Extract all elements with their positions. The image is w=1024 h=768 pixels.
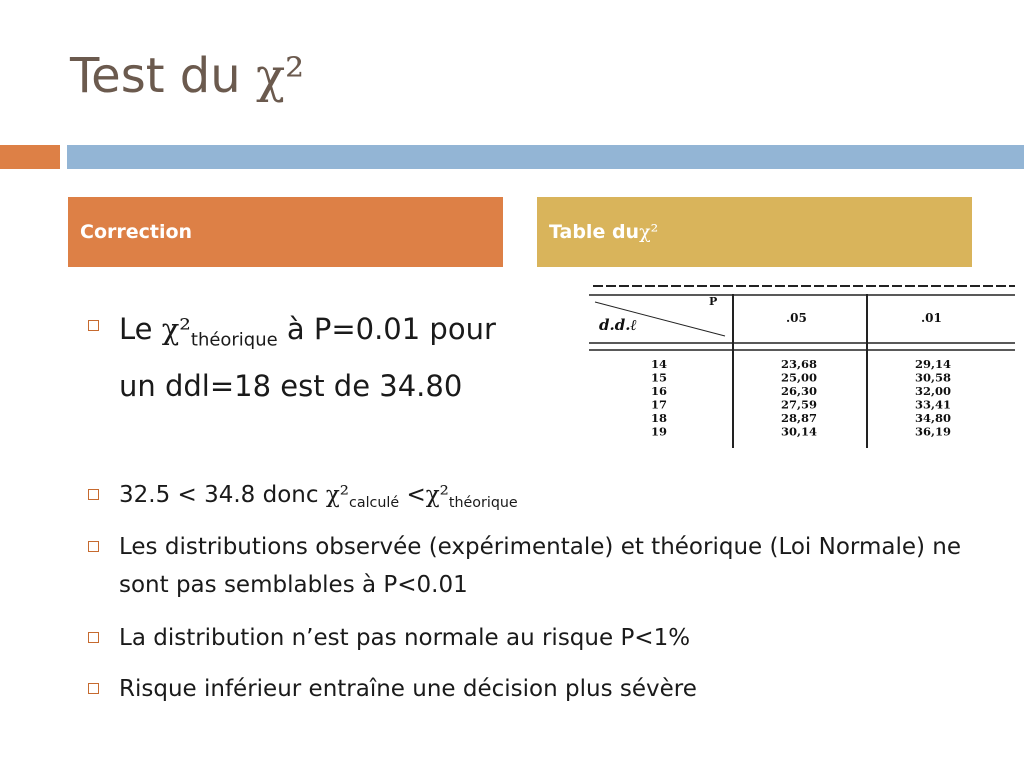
chi-square-table-image [585,280,1021,448]
text-run: 32.5 < 34.8 donc [119,482,326,508]
table-cell-05: 26,30 [781,384,818,398]
slide-title-text: Test du [70,48,256,104]
table-cell-ddl: 15 [651,370,668,385]
chi-table-header-label: Table du [549,221,640,243]
table-cell-ddl: 19 [651,424,668,439]
text-run: Le [119,312,162,346]
table-cell-01: 29,14 [915,357,952,371]
table-cell-01: 30,58 [915,370,952,385]
correction-header [68,197,503,267]
bullet-not-normal [88,619,988,657]
bullet-comparison [88,476,988,522]
bullet-distributions [88,528,988,604]
square-bullet-icon [88,489,99,500]
table-cell-ddl: 18 [651,411,668,425]
table-cell-05: 23,68 [781,357,818,371]
chi-table-header [537,197,972,267]
table-cell-05: 25,00 [781,370,818,385]
bullet-risk [88,670,988,708]
square-bullet-icon [88,320,99,331]
chi-table-header-symbol: χ² [639,221,659,243]
chi-square-table [585,280,1021,448]
table-cell-01: 36,19 [915,424,952,439]
square-bullet-icon [88,541,99,552]
bullet-theoretical-value [88,306,508,410]
correction-header-label: Correction [80,221,193,243]
text-run: à P=0.01 pour un ddl=18 est de 34.80 [119,312,496,404]
corner-top-label: P [709,295,718,308]
chi-square-symbol: χ² [161,312,191,346]
table-cell-05: 27,59 [781,397,818,412]
bullet-text [88,476,988,522]
subscript: théorique [448,494,518,511]
table-cell-01: 33,41 [915,397,952,412]
bullet-text: Les distributions observée (expérimentale) et théorique (Loi Normale) ne sont pas semblables à P<0.01 [119,534,962,598]
subscript: théorique [190,329,278,351]
chi-square-symbol: χ² [255,48,305,104]
chi-square-symbol: χ² [325,482,350,508]
table-cell-05: 30,14 [781,424,818,439]
subscript: calculé [349,494,400,511]
accent-band-blue [67,145,1024,169]
table-cell-ddl: 14 [651,357,668,371]
table-cell-01: 34,80 [915,411,952,425]
col-header-05: .05 [786,311,807,325]
chi-square-symbol: χ² [425,482,449,508]
bullet-text: La distribution n’est pas normale au risque P<1% [119,625,691,651]
slide-title [70,48,304,104]
square-bullet-icon [88,683,99,694]
bullet-text [88,306,508,410]
table-cell-01: 32,00 [915,384,952,398]
table-cell-ddl: 17 [651,397,668,412]
table-cell-05: 28,87 [781,411,818,425]
corner-bottom-label: d.d.ℓ [599,316,637,334]
accent-band-orange [0,145,60,169]
bullet-text: Risque inférieur entraîne une décision plus sévère [119,676,697,702]
text-run: < [399,482,426,508]
table-cell-ddl: 16 [651,384,668,398]
col-header-01: .01 [921,311,942,325]
square-bullet-icon [88,632,99,643]
